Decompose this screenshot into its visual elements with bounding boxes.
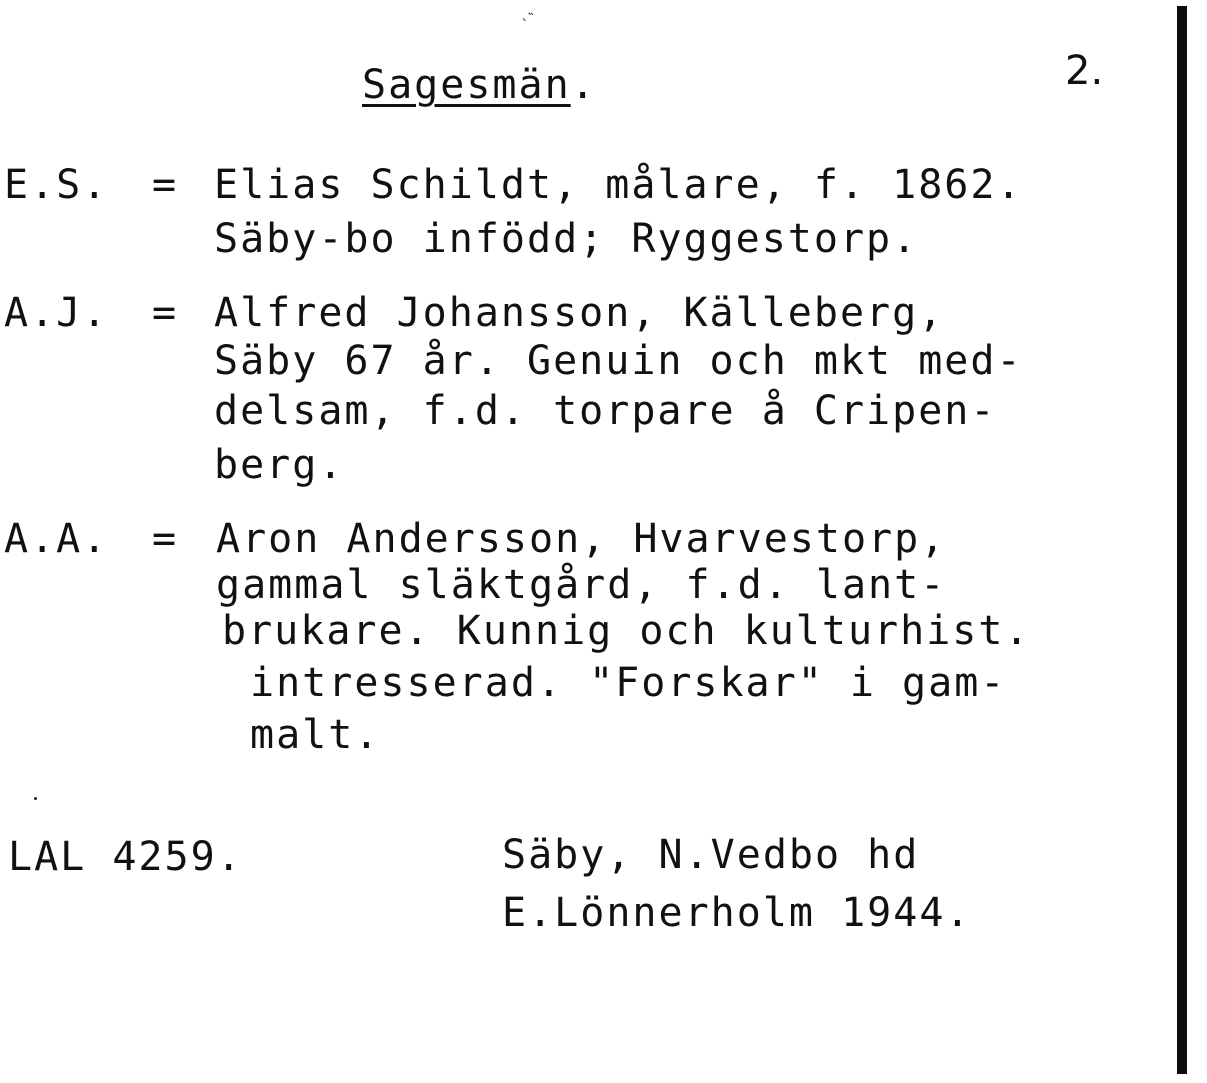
- informant-line: brukare. Kunnig och kulturhist.: [222, 608, 1031, 654]
- card-edge-line: [1177, 6, 1187, 1074]
- informant-line: gammal släktgård, f.d. lant-: [216, 562, 947, 608]
- informant-line: delsam, f.d. torpare å Cripen-: [214, 388, 997, 434]
- informant-line: Säby-bo infödd; Ryggestorp.: [214, 216, 919, 262]
- place-parish: Säby, N.Vedbo hd: [502, 832, 920, 878]
- equals-sign: =: [152, 516, 177, 562]
- informant-line: malt.: [250, 712, 381, 758]
- informant-line: Elias Schildt, målare, f. 1862.: [214, 162, 1023, 208]
- equals-sign: =: [152, 162, 177, 208]
- informant-line: berg.: [214, 442, 345, 488]
- informant-abbr-aj: A.J.: [4, 290, 109, 336]
- informant-line: Aron Andersson, Hvarvestorp,: [216, 516, 947, 562]
- page-title: [362, 58, 597, 112]
- equals-sign: =: [152, 290, 177, 336]
- record-id: LAL 4259.: [8, 834, 243, 880]
- ink-dot: [34, 797, 37, 800]
- informant-line: Säby 67 år. Genuin och mkt med-: [214, 338, 1023, 384]
- title-text: Sagesmän: [362, 62, 571, 108]
- informant-line: intresserad. "Forskar" i gam-: [250, 660, 1007, 706]
- collector-year: E.Lönnerholm 1944.: [502, 890, 972, 936]
- informant-abbr-aa: A.A.: [4, 516, 109, 562]
- ink-mark: ˎ˵: [520, 5, 537, 21]
- page-number: 2.: [1065, 48, 1104, 94]
- informant-abbr-es: E.S.: [4, 162, 109, 208]
- informant-line: Alfred Johansson, Källeberg,: [214, 290, 945, 336]
- title-period: .: [570, 62, 597, 108]
